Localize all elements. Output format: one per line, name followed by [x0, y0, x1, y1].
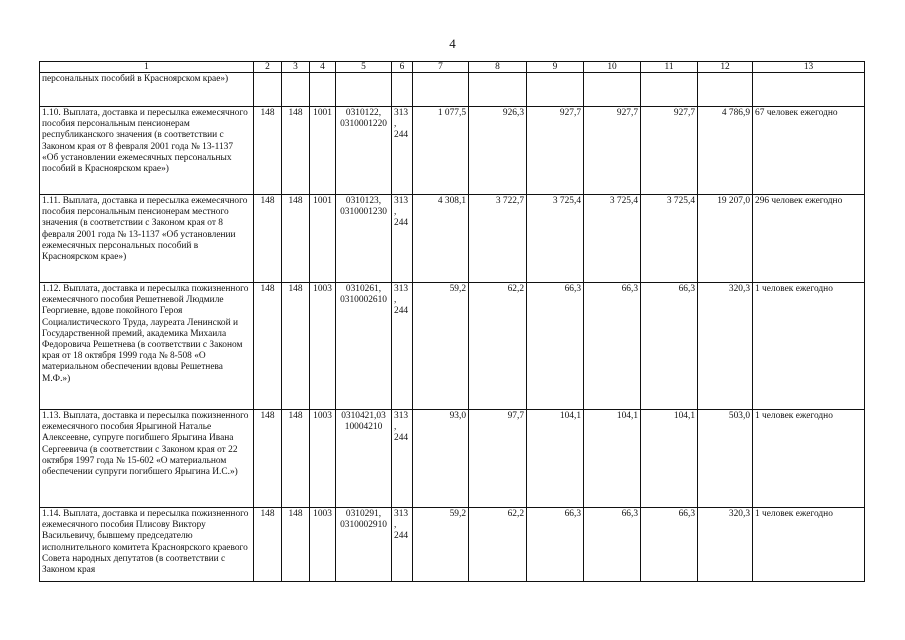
column-header: 13 — [753, 62, 865, 73]
cell-col12: 19 207,0 — [698, 195, 753, 283]
row-description: 1.10. Выплата, доставка и пересылка ежемесячного пособия персональным пенсионерам республиканского значения (в соответствии с Законом края от 8 февраля 2001 года № 13-1137 «Об установлении ежемесячных персональных пособий в Красноярском крае») — [40, 107, 254, 195]
column-header: 2 — [254, 62, 282, 73]
cell-col8: 3 722,7 — [469, 195, 527, 283]
cell-col9: 3 725,4 — [527, 195, 584, 283]
row-description: 1.12. Выплата, доставка и пересылка пожизненного ежемесячного пособия Решетневой Людмиле Георгиевне, вдове покойного Героя Социалистического Труда, лауреата Ленинской и Государственной премий, академика Михаила Федоровича Решетнева (в соответствии с Законом края от 18 октября 1999 года № 8-508 «О материальном обеспечении вдовы Решетнева М.Ф.») — [40, 283, 254, 410]
budget-table — [39, 61, 865, 582]
cell-col7: 4 308,1 — [413, 195, 469, 283]
cell-col4 — [310, 73, 336, 107]
table-row — [40, 508, 865, 582]
cell-col11: 927,7 — [641, 107, 698, 195]
cell-col12: 320,3 — [698, 283, 753, 410]
cell-col9: 66,3 — [527, 283, 584, 410]
cell-col8: 926,3 — [469, 107, 527, 195]
cell-col3: 148 — [282, 107, 310, 195]
cell-col6: 313, 244 — [392, 508, 413, 582]
cell-col5: 0310261, 0310002610 — [336, 283, 392, 410]
cell-col6: 313, 244 — [392, 283, 413, 410]
cell-col10: 104,1 — [584, 410, 641, 508]
cell-col3: 148 — [282, 283, 310, 410]
cell-col10: 3 725,4 — [584, 195, 641, 283]
cell-col9: 927,7 — [527, 107, 584, 195]
cell-col8 — [469, 73, 527, 107]
table-row — [40, 283, 865, 410]
cell-col7: 93,0 — [413, 410, 469, 508]
cell-col11 — [641, 73, 698, 107]
cell-col13: 1 человек ежегодно — [753, 508, 865, 582]
cell-col5: 0310291, 0310002910 — [336, 508, 392, 582]
cell-col4: 1003 — [310, 508, 336, 582]
cell-col7: 1 077,5 — [413, 107, 469, 195]
cell-col2: 148 — [254, 107, 282, 195]
cell-col6: 313, 244 — [392, 195, 413, 283]
cell-col10: 927,7 — [584, 107, 641, 195]
table-row — [40, 107, 865, 195]
cell-col9 — [527, 73, 584, 107]
cell-col5 — [336, 73, 392, 107]
cell-col10 — [584, 73, 641, 107]
cell-col9: 104,1 — [527, 410, 584, 508]
column-header: 7 — [413, 62, 469, 73]
page-number: 4 — [449, 36, 456, 51]
cell-col5: 0310421,03 10004210 — [336, 410, 392, 508]
cell-col13 — [753, 73, 865, 107]
column-header: 11 — [641, 62, 698, 73]
cell-col13: 67 человек ежегодно — [753, 107, 865, 195]
cell-col7 — [413, 73, 469, 107]
cell-col9: 66,3 — [527, 508, 584, 582]
table-row — [40, 195, 865, 283]
cell-col2: 148 — [254, 195, 282, 283]
cell-col5: 0310122, 0310001220 — [336, 107, 392, 195]
cell-col3 — [282, 73, 310, 107]
cell-col12: 320,3 — [698, 508, 753, 582]
cell-col7: 59,2 — [413, 283, 469, 410]
row-description: персональных пособий в Красноярском крае») — [40, 73, 254, 107]
cell-col3: 148 — [282, 508, 310, 582]
cell-col4: 1001 — [310, 195, 336, 283]
cell-col4: 1003 — [310, 283, 336, 410]
cell-col13: 296 человек ежегодно — [753, 195, 865, 283]
cell-col8: 62,2 — [469, 283, 527, 410]
column-header: 10 — [584, 62, 641, 73]
cell-col6: 313, 244 — [392, 410, 413, 508]
cell-col4: 1003 — [310, 410, 336, 508]
cell-col8: 97,7 — [469, 410, 527, 508]
cell-col11: 66,3 — [641, 283, 698, 410]
cell-col13: 1 человек ежегодно — [753, 283, 865, 410]
column-header: 12 — [698, 62, 753, 73]
row-description: 1.13. Выплата, доставка и пересылка пожизненного ежемесячного пособия Ярыгиной Наталье Алексеевне, супруге погибшего Ярыгина Ивана Сергеевича (в соответствии с Законом края от 22 октября 1997 года № 15-602 «О материальном обеспечении супруги погибшего Ярыгина И.С.») — [40, 410, 254, 508]
cell-col13: 1 человек ежегодно — [753, 410, 865, 508]
column-header: 8 — [469, 62, 527, 73]
cell-col7: 59,2 — [413, 508, 469, 582]
cell-col2: 148 — [254, 283, 282, 410]
cell-col12: 4 786,9 — [698, 107, 753, 195]
row-description: 1.11. Выплата, доставка и пересылка ежемесячного пособия персональным пенсионерам местного значения (в соответствии с Законом края от 8 февраля 2001 года № 13-1137 «Об установлении ежемесячных персональных пособий в Красноярском крае») — [40, 195, 254, 283]
cell-col3: 148 — [282, 195, 310, 283]
cell-col6: 313, 244 — [392, 107, 413, 195]
cell-col2 — [254, 73, 282, 107]
cell-col10: 66,3 — [584, 283, 641, 410]
cell-col10: 66,3 — [584, 508, 641, 582]
cell-col5: 0310123, 0310001230 — [336, 195, 392, 283]
cell-col2: 148 — [254, 508, 282, 582]
table-row — [40, 73, 865, 107]
column-header: 4 — [310, 62, 336, 73]
cell-col3: 148 — [282, 410, 310, 508]
column-header: 6 — [392, 62, 413, 73]
cell-col8: 62,2 — [469, 508, 527, 582]
table-header-row — [40, 62, 865, 73]
cell-col12 — [698, 73, 753, 107]
row-description: 1.14. Выплата, доставка и пересылка пожизненного ежемесячного пособия Плисову Виктору Васильевичу, бывшему председателю исполнительного комитета Красноярского краевого Совета народных депутатов (в соответствии с Законом края — [40, 508, 254, 582]
cell-col11: 104,1 — [641, 410, 698, 508]
cell-col4: 1001 — [310, 107, 336, 195]
column-header: 9 — [527, 62, 584, 73]
column-header: 3 — [282, 62, 310, 73]
cell-col11: 3 725,4 — [641, 195, 698, 283]
cell-col12: 503,0 — [698, 410, 753, 508]
column-header: 5 — [336, 62, 392, 73]
column-header: 1 — [40, 62, 254, 73]
cell-col2: 148 — [254, 410, 282, 508]
cell-col6 — [392, 73, 413, 107]
cell-col11: 66,3 — [641, 508, 698, 582]
table-row — [40, 410, 865, 508]
